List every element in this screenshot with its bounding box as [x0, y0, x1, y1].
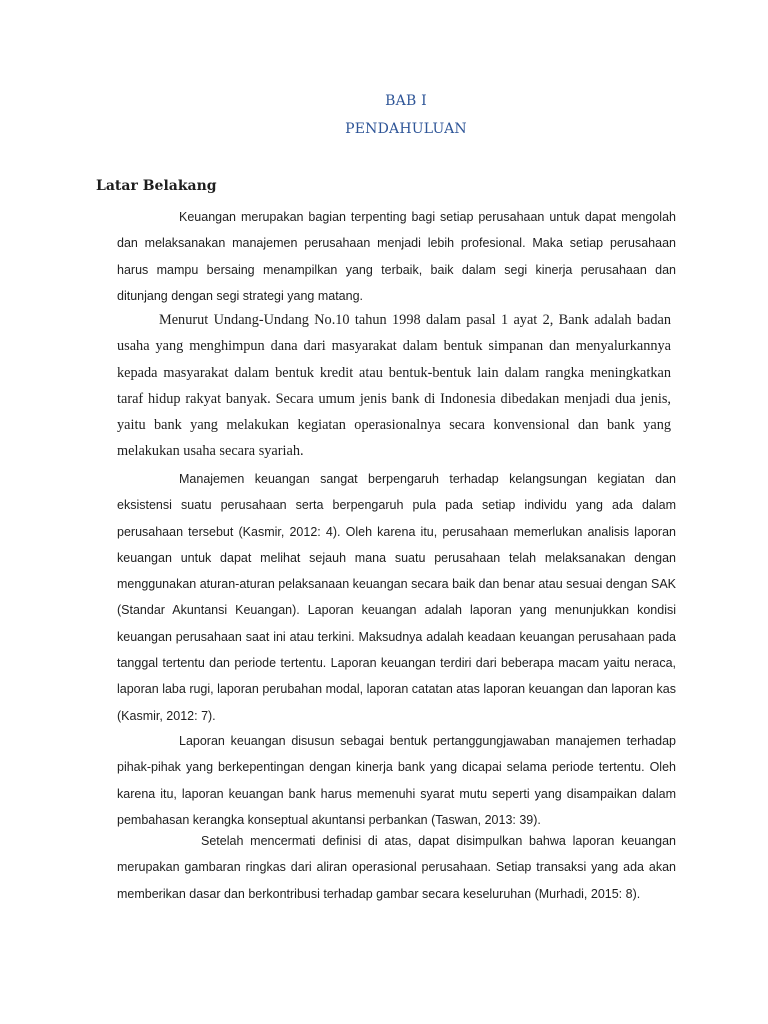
chapter-title: PENDAHULUAN [345, 121, 467, 137]
body-paragraph: Manajemen keuangan sangat berpengaruh terhadap kelangsungan kegiatan dan eksistensi suatu perusahaan serta berpengaruh pula pada setiap individu yang ada dalam perusahaan tersebut (Kasmir, 2012: 4). Oleh karena itu, perusahaan memerlukan analisis laporan keuangan untuk dapat melihat sejauh mana suatu perusahaan telah melaksanakan dengan menggunakan aturan-aturan pelaksanaan keuangan secara baik dan benar atau sesuai dengan SAK (Standar Akuntansi Keuangan). Laporan keuangan adalah laporan yang menunjukkan kondisi keuangan perusahaan saat ini atau terkini. Maksudnya adalah keadaan keuangan perusahaan pada tanggal tertentu dan periode tertentu. Laporan keuangan terdiri dari beberapa macam yaitu neraca, laporan laba rugi, laporan perubahan modal, laporan catatan atas laporan keuangan dan laporan kas (Kasmir, 2012: 7). [117, 472, 676, 723]
section-heading: Latar Belakang [96, 178, 217, 194]
body-paragraph: Laporan keuangan disusun sebagai bentuk pertanggungjawaban manajemen terhadap pihak-pihak yang berkepentingan dengan kinerja bank yang dicapai selama periode tertentu. Oleh karena itu, laporan keuangan bank harus memenuhi syarat mutu seperti yang disampaikan dalam pembahasan kerangka konseptual akuntansi perbankan (Taswan, 2013: 39). [117, 734, 676, 827]
body-paragraph: Keuangan merupakan bagian terpenting bagi setiap perusahaan untuk dapat mengolah dan melaksanakan manajemen perusahaan menjadi lebih profesional. Maka setiap perusahaan harus mampu bersaing menampilkan yang terbaik, baik dalam segi kinerja perusahaan dan ditunjang dengan segi strategi yang matang. [117, 210, 676, 303]
body-paragraph: Setelah mencermati definisi di atas, dapat disimpulkan bahwa laporan keuangan merupakan gambaran ringkas dari aliran operasional perusahaan. Setiap transaksi yang ada akan memberikan dasar dan berkontribusi terhadap gambar secara keseluruhan (Murhadi, 2015: 8). [117, 834, 676, 901]
chapter-number: BAB I [385, 93, 427, 109]
body-paragraph: Menurut Undang-Undang No.10 tahun 1998 dalam pasal 1 ayat 2, Bank adalah badan usaha yang menghimpun dana dari masyarakat dalam bentuk simpanan dan menyalurkannya kepada masyarakat dalam bentuk kredit atau bentuk-bentuk lain dalam rangka meningkatkan taraf hidup rakyat banyak. Secara umum jenis bank di Indonesia dibedakan menjadi dua jenis, yaitu bank yang melakukan kegiatan operasionalnya secara konvensional dan bank yang melakukan usaha secara syariah. [117, 312, 671, 460]
